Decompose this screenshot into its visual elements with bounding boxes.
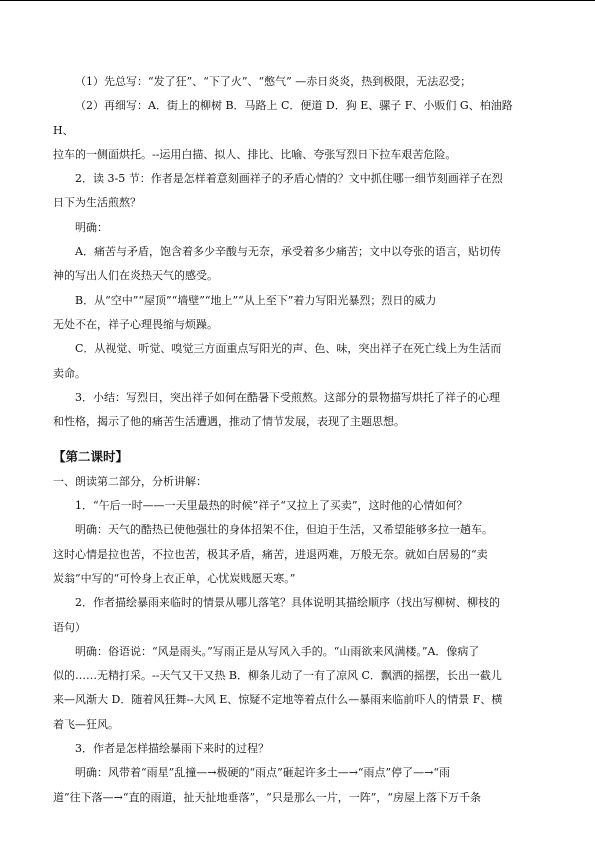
question-2: 2．读 3-5 节：作者是怎样着意刻画祥子的矛盾心情的？文中抓住哪一细节刻画祥子在烈 [75, 172, 503, 186]
text-line: 炭翁”中写的“可怜身上衣正单，心忧炭贱愿天寒。” [53, 571, 296, 585]
text-line: 来—风渐大 D．随着风狂舞--大风 E、惊疑不定地等着点什么—暴雨来临前吓人的情景 F、横 [53, 693, 503, 707]
text-line: 明确：俗语说：“风是雨头。”写雨正是从写风入手的。“山雨欲来风满楼。”A．像病了 [75, 644, 480, 658]
question-3: 3．作者是怎样描绘暴雨下来时的过程？ [75, 742, 269, 756]
text-line: 和性格，揭示了他的痛苦生活遭遇，推动了情节发展，表现了主题思想。 [53, 415, 405, 429]
text-line: 道”往下落—→“直的雨道，扯天扯地垂落”，“只是那么一片，一阵”，“房屋上落下万千条 [53, 790, 481, 804]
text-line: 一、朗读第二部分，分析讲解： [53, 474, 207, 488]
text-line: 神的写出人们在炎热天气的感受。 [53, 269, 218, 283]
answer-label: 明确： [75, 220, 108, 234]
text-line: 日下为生活煎熬？ [53, 196, 141, 210]
text-line: 明确：风带着“雨星”乱撞—→极硬的“雨点”砸起许多土—→“雨点”停了—→“雨 [75, 766, 451, 780]
summary-3: 3．小结：写烈日，突出祥子如何在酷暑下受煎熬。这部分的景物描写烘托了祥子的心理 [75, 390, 500, 404]
document-body [53, 70, 543, 810]
text-line: C．从视觉、听觉、嗅觉三方面重点写阳光的声、色、味，突出祥子在死亡线上为生活而 [75, 342, 502, 356]
text-line: 着飞—狂风。 [53, 717, 119, 731]
page-top-rule [0, 0, 595, 1]
question-2: 2．作者描绘暴雨来临时的情景从哪儿落笔？具体说明其描绘顺序（找出写柳树、柳枝的 [75, 596, 500, 610]
text-line: 明确：天气的酷热已使他强壮的身体招架不住，但迫于生活，又希望能够多拉一趟车。 [75, 523, 493, 537]
text-line: 无处不在，祥子心理畏缩与烦躁。 [53, 317, 218, 331]
text-line: （2）再细写：A．街上的柳树 B．马路上 C．便道 D．狗 E、骡子 F、小贩们 G、柏油路 [75, 99, 513, 113]
text-line: （1）先总写：“发了狂”、“下了火”、“憋气” —赤日炎炎，热到极限，无法忍受； [75, 75, 472, 88]
text-line: 卖命。 [53, 366, 86, 380]
text-line: A．痛苦与矛盾，饱含着多少辛酸与无奈，承受着多少痛苦；文中以夸张的语言，贴切传 [75, 245, 501, 259]
text-line: 似的……无精打采。--天气又干又热 B．柳条儿动了一有了凉风 C．飘洒的摇摆，长出一截儿 [53, 669, 502, 683]
section-heading: 【第二课时】 [53, 449, 129, 465]
text-line: 这时心情是拉也苦，不拉也苦，极其矛盾，痛苦，进退两难，万般无奈。就如白居易的“卖 [53, 547, 488, 561]
question-1: 1．“午后一时——一天里最热的时候”祥子“又拉上了买卖”，这时他的心情如何？ [75, 499, 468, 513]
text-line: 拉车的一侧面烘托。--运用白描、拟人、排比、比喻、夸张写烈日下拉车艰苦危险。 [53, 147, 457, 161]
text-line: H、 [53, 123, 74, 137]
text-line: B．从“空中”“屋顶”“墙壁”“地上”“从上至下”着力写阳光暴烈；烈日的威力 [75, 293, 437, 307]
text-line: 语句） [53, 620, 86, 634]
